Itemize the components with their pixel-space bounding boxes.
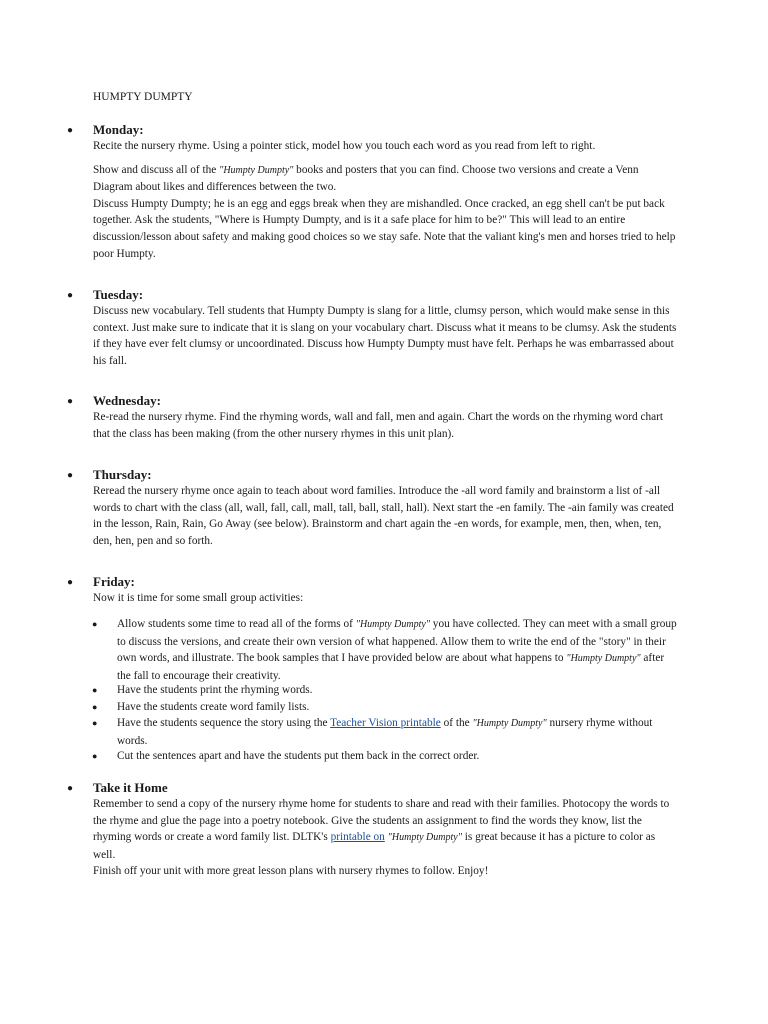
thursday-paragraph-1: Reread the nursery rhyme once again to teach about word families. Introduce the -all word family and brainstorm a list of -all words to chart with the class (all, wall, fall, call, mall, tall, ball, stall, hall). Next start the -en family. The -ain family was created in the lesson, Rain, Rain, Go Away (see below). Brainstorm and chart again the -en words, for example, men, then, when, ten, den, hen, pen and so forth. (93, 485, 674, 547)
wednesday-paragraph-1: Re-read the nursery rhyme. Find the rhyming words, wall and fall, men and again. Chart the words on the rhyming word chart that the class has been making (from the other nursery rhymes in this unit plan). (93, 411, 664, 440)
bullet-icon: ● (92, 751, 98, 761)
teacher-vision-printable-link[interactable]: Teacher Vision printable (330, 717, 441, 729)
document-title: HUMPTY DUMPTY (93, 91, 193, 103)
book-title: "Humpty Dumpty" (566, 653, 641, 665)
take-it-home-paragraph-1: Remember to send a copy of the nursery rhyme home for students to share and read with their families. Photocopy the words to the rhyme and glue the page into a poetry notebook. Give the students an assignment to find the words they know, list the rhyming words or create a word family list. DLTK's printable on "Humpty Dumpty" is great because it has a picture to color as well. (93, 798, 670, 861)
monday-paragraph-3: Discuss Humpty Dumpty; he is an egg and eggs break when they are mishandled. Once cracked, an egg shell can't be put back together. Ask the students, "Where is Humpty Dumpty, and is it a safe place for him to be?" This will lead to an entire discussion/lesson about safety and making good choices so we stay safe. Note that the valiant king's men and horses tried to help poor Humpty. (93, 197, 676, 260)
heading-friday: Friday: (93, 574, 135, 589)
heading-tuesday: Tuesday: (93, 287, 144, 302)
monday-paragraph-2: Show and discuss all of the "Humpty Dumpty" books and posters that you can find. Choose two versions and create a Venn Diagram about likes and differences between the two. (93, 163, 639, 194)
tuesday-paragraph-1: Discuss new vocabulary. Tell students that Humpty Dumpty is slang for a little, clumsy person, which would make sense in this context. Just make sure to indicate that it is slang on your vocabulary chart. Discuss what it means to be clumsy. Ask the students if they have ever felt clumsy or uncoordinated. Discuss how Humpty Dumpty must have felt. Perhaps he was embarrassed about his fall. (93, 305, 677, 367)
bullet-icon: ● (92, 685, 98, 695)
friday-intro: Now it is time for some small group activities: (93, 592, 304, 604)
thursday-body (93, 483, 678, 549)
monday-paragraph-1: Recite the nursery rhyme. Using a pointer stick, model how you touch each word as you read from left to right. (93, 140, 596, 152)
heading-take-it-home: Take it Home (93, 780, 168, 795)
bullet-icon: ● (67, 470, 74, 481)
bullet-icon: ● (67, 783, 74, 794)
bullet-icon: ● (67, 396, 74, 407)
list-item-text: Have the students sequence the story using the Teacher Vision printable of the "Humpty Dumpty" nursery rhyme without words. (117, 717, 653, 747)
list-item-text: Have the students print the rhyming words. (117, 684, 313, 696)
heading-thursday: Thursday: (93, 467, 152, 482)
dltk-printable-link[interactable]: printable on (330, 831, 385, 844)
heading-monday: Monday: (93, 122, 144, 137)
bullet-icon: ● (67, 577, 74, 588)
tuesday-body (93, 303, 678, 369)
list-item-text: Allow students some time to read all of the forms of "Humpty Dumpty" you have collected. They can meet with a small group to discuss the versions, and create their own version of what happened. Allow them to write the end of the "story" in their own words, and illustrate. The book samples that I have provided below are about what happens to "Humpty Dumpty" after the fall to encourage their creativity. (117, 618, 677, 682)
heading-wednesday: Wednesday: (93, 393, 161, 408)
wednesday-body (93, 409, 678, 442)
bullet-icon: ● (92, 702, 98, 712)
bullet-icon: ● (67, 125, 74, 136)
list-item-text: Cut the sentences apart and have the students put them back in the correct order. (117, 750, 480, 762)
friday-body (93, 590, 678, 607)
monday-body (93, 138, 678, 262)
bullet-icon: ● (92, 718, 98, 728)
book-title: "Humpty Dumpty" (387, 832, 462, 844)
take-it-home-paragraph-2: Finish off your unit with more great lesson plans with nursery rhymes to follow. Enjoy! (93, 865, 489, 878)
list-item-text: Have the students create word family lists. (117, 701, 310, 713)
take-it-home-body (93, 796, 678, 880)
bullet-icon: ● (92, 619, 98, 629)
book-title: "Humpty Dumpty" (472, 718, 547, 729)
book-title: "Humpty Dumpty" (219, 164, 294, 176)
bullet-icon: ● (67, 290, 74, 301)
book-title: "Humpty Dumpty" (355, 619, 430, 630)
